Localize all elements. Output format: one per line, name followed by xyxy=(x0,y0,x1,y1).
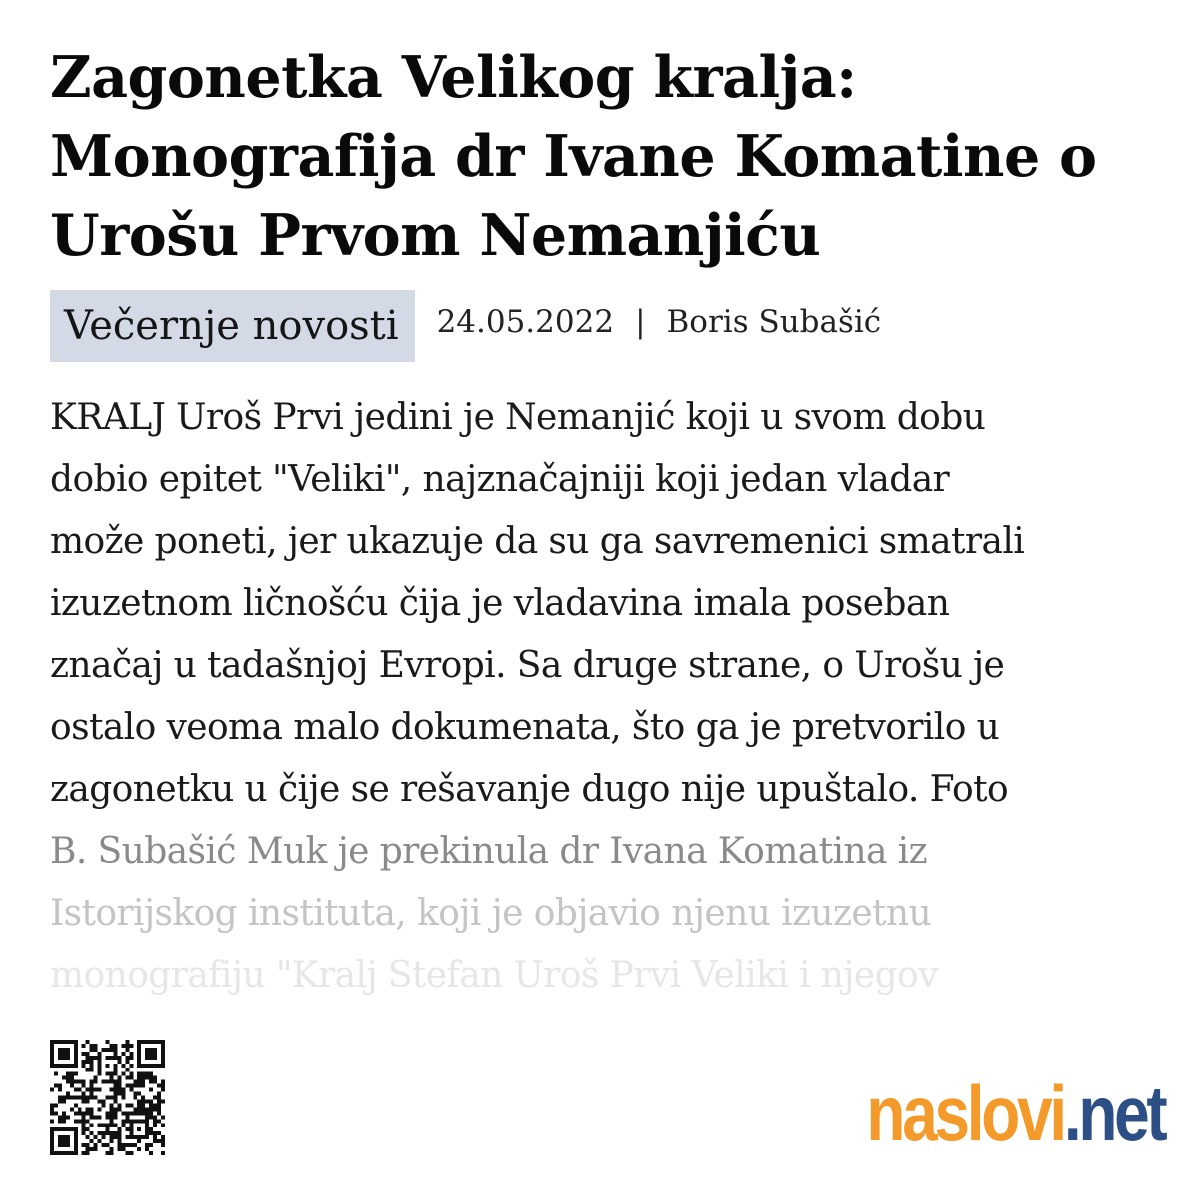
publish-date: 24.05.2022 xyxy=(436,304,615,340)
article-meta xyxy=(50,290,881,362)
body-line: značaj u tadašnjoj Evropi. Sa druge strane, o Urošu je xyxy=(50,645,1005,686)
qr-code-icon[interactable] xyxy=(50,1040,165,1155)
meta-text xyxy=(437,304,882,340)
logo-text-net: .net xyxy=(1063,1069,1164,1157)
body-line: zagonetku u čije se rešavanje dugo nije upuštalo. Foto xyxy=(50,769,1009,810)
body-line: KRALJ Uroš Prvi jedini je Nemanjić koji u svom dobu xyxy=(50,397,986,438)
author-name: Boris Subašić xyxy=(666,304,882,340)
meta-separator: | xyxy=(635,304,646,340)
article-title: Zagonetka Velikog kralja: Monografija dr Ivane Komatine o Urošu Prvom Nemanjiću xyxy=(50,44,1097,269)
body-line: ostalo veoma malo dokumenata, što ga je pretvorilo u xyxy=(50,707,1000,748)
article-body xyxy=(50,387,1160,1007)
naslovi-logo[interactable] xyxy=(865,1069,1164,1157)
body-line: dobio epitet "Veliki", najznačajniji koji jedan vladar xyxy=(50,459,950,500)
logo-text-naslovi: naslovi xyxy=(865,1069,1064,1157)
body-line-faded: monografiju "Kralj Stefan Uroš Prvi Veliki i njegov xyxy=(50,955,938,996)
body-line: može poneti, jer ukazuje da su ga savremenici smatrali xyxy=(50,521,1025,562)
body-line-faded: Istorijskog instituta, koji je objavio njenu izuzetnu xyxy=(50,893,932,934)
body-line: izuzetnom ličnošću čija je vladavina imala poseban xyxy=(50,583,950,624)
source-badge[interactable]: Večernje novosti xyxy=(50,290,415,362)
body-line-faded: B. Subašić Muk je prekinula dr Ivana Komatina iz xyxy=(50,831,927,872)
